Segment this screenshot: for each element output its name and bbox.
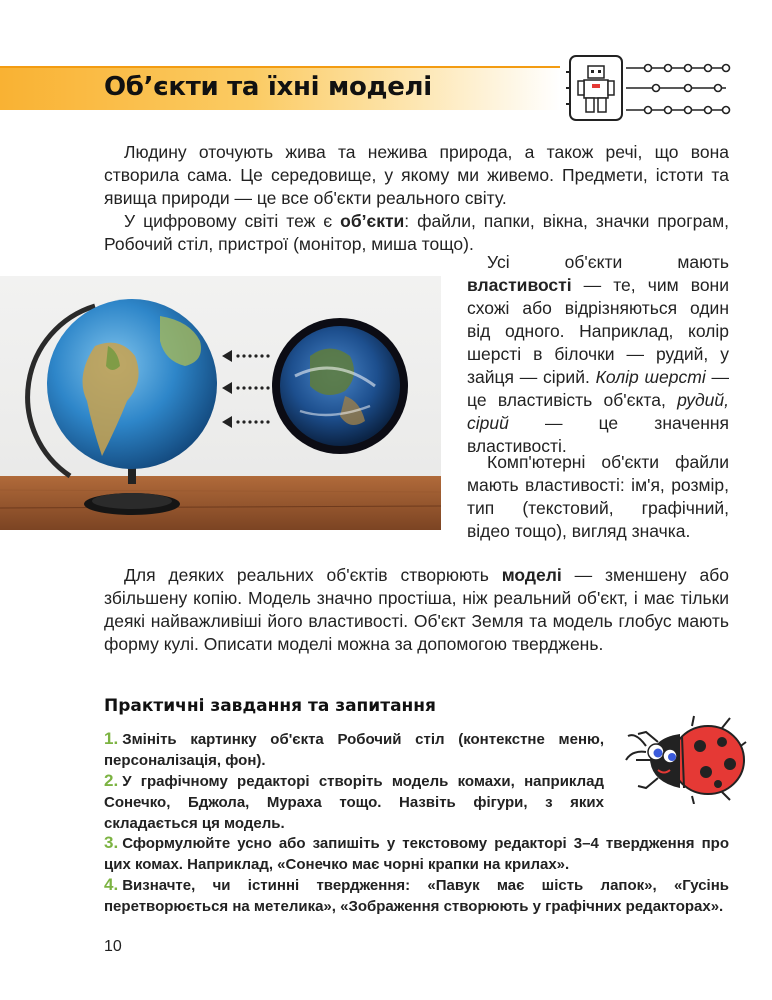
text-run: — це властивість об'єкта,	[467, 367, 729, 410]
text-run: Визначте, чи істинні твердження: «Павук має шість лапок», «Гусінь перетворюється на метелика», «Зображення створюють у графічних редакторах».	[104, 877, 729, 915]
text-run: У графічному редакторі створіть модель комахи, наприклад Сонечко, Бджола, Мураха тощо. Назвіть фігури, з яких складається ця модель.	[104, 773, 604, 832]
term-properties: властивості	[467, 275, 572, 295]
term-objects: об’єкти	[340, 211, 405, 231]
task-4	[104, 874, 729, 917]
task-1	[104, 728, 604, 771]
task-number: 3.	[104, 833, 119, 852]
text-run: Сформулюйте усно або запишіть у текстовому редакторі 3–4 твердження про цих комах. Наприклад, «Сонечко має чорні крапки на крилах».	[104, 835, 729, 873]
task-number: 4.	[104, 875, 119, 894]
term-desktop: Робочий стіл	[337, 731, 445, 748]
text-run: Змініть картинку об'єкта	[122, 731, 338, 748]
text-run: У цифровому світі теж є	[124, 211, 341, 231]
text-run: — зменшену або збільшену копію. Модель значно простіша, ніж реальний об'єкт, і має тільки деякі найважливіші його властивості. Об'єкт Земля та модель глобус мають форму кулі. Описати моделі можна за допомогою тверджень.	[104, 565, 729, 654]
task-number: 1.	[104, 729, 119, 748]
models-paragraph	[104, 564, 729, 656]
properties-paragraph	[467, 251, 729, 458]
text-run: Для деяких реальних об'єктів створюють	[124, 565, 502, 585]
text-run: — це значення властивості.	[467, 413, 729, 456]
intro-paragraph-1: Людину оточують жива та нежива природа, а також речі, що вона створила сама. Це середовище, у якому ми живемо. Предмети, істоти та явища природи — це все об'єкти реального світу.	[104, 142, 729, 208]
title-band-line	[0, 66, 560, 68]
text-run: рудий, сірий	[467, 390, 729, 433]
text-run: — те, чим вони схожі або відрізняються один від одного. Наприклад, колір шерсті в білочки — рудий, у зайця — сірий.	[467, 275, 729, 387]
text-run: Усі об'єкти мають	[487, 252, 729, 272]
practice-section-title: Практичні завдання та запитання	[104, 696, 436, 716]
term-models: моделі	[501, 565, 562, 585]
ladybug-illustration	[622, 712, 748, 804]
page-title: Об’єкти та їхні моделі	[104, 72, 432, 102]
text-run: (контекстне меню, персоналізація, фон).	[104, 731, 604, 769]
task-3	[104, 832, 729, 875]
intro-paragraph-2	[104, 210, 729, 256]
robot-icon	[566, 52, 626, 124]
text-run: : файли, папки, вікна, значки програм, Робочий стіл, пристрої (монітор, миша тощо).	[104, 211, 730, 254]
arrow-icon	[222, 350, 270, 428]
task-2	[104, 770, 604, 834]
text-run: Колір шерсті	[595, 367, 706, 387]
computer-objects-paragraph: Комп'ютерні об'єкти файли мають властивості: ім'я, розмір, тип (текстовий, графічний, відео тощо), вигляд значка.	[467, 452, 729, 541]
page-number: 10	[104, 938, 122, 955]
circuit-lines-decoration	[626, 52, 746, 124]
task-number: 2.	[104, 771, 119, 790]
globe-earth-photo	[0, 276, 441, 530]
globe-earth-illustration	[0, 276, 441, 530]
